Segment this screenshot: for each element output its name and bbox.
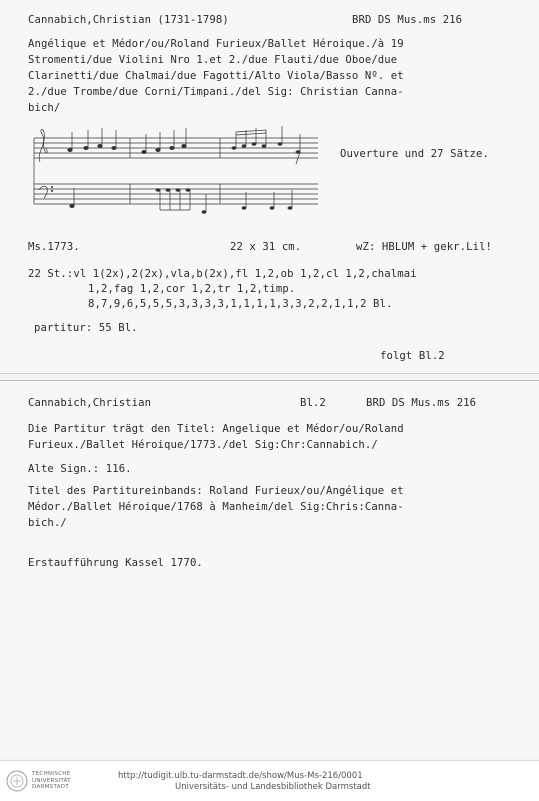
card1-shelfmark: BRD DS Mus.ms 216 xyxy=(352,14,463,26)
card2-shelfmark: BRD DS Mus.ms 216 xyxy=(366,397,477,409)
card2-header-left: Cannabich,Christian xyxy=(28,397,152,409)
logo-text-line: UNIVERSITÄT xyxy=(32,777,71,784)
card1-desc-line: 2./due Trombe/due Corni/Timpani./del Sig: Christian Canna- xyxy=(28,86,404,98)
parts-line: 1,2,fag 1,2,cor 1,2,tr 1,2,timp. xyxy=(88,283,296,295)
continued-note: folgt Bl.2 xyxy=(380,350,445,362)
institution-name: Universitäts- und Landesbibliothek Darmstadt xyxy=(175,782,371,792)
binding-title-line: bich./ xyxy=(28,517,67,529)
university-seal-icon xyxy=(6,770,28,792)
score-leaves: partitur: 55 Bl. xyxy=(34,322,138,334)
manuscript-date: Ms.1773. xyxy=(28,241,80,253)
card2-sheet-number: Bl.2 xyxy=(300,397,326,409)
manuscript-size: 22 x 31 cm. xyxy=(230,241,302,253)
tu-darmstadt-logo xyxy=(6,765,98,797)
viewer-footer xyxy=(0,760,539,801)
card1-desc-line: Angélique et Médor/ou/Roland Furieux/Ballet Héroique./à 19 xyxy=(28,38,404,50)
title-note-line: Die Partitur trägt den Titel: Angelique et Médor/ou/Roland xyxy=(28,423,404,435)
permalink-url[interactable]: http://tudigit.ulb.tu-darmstadt.de/show/Mus-Ms-216/0001 xyxy=(118,771,363,781)
catalog-card-2 xyxy=(0,380,539,758)
title-note-line: Furieux./Ballet Héroique/1773./del Sig:Chr:Cannabich./ xyxy=(28,439,378,451)
parts-line: 8,7,9,6,5,5,5,3,3,3,3,1,1,1,1,3,3,2,2,1,1,2 Bl. xyxy=(88,298,393,310)
watermark-note: wZ: HBLUM + gekr.Lil! xyxy=(356,241,493,253)
old-signature: Alte Sign.: 116. xyxy=(28,463,132,475)
card1-desc-line: bich/ xyxy=(28,102,61,114)
catalog-card-1 xyxy=(0,0,539,374)
binding-title-line: Titel des Partitureinbands: Roland Furieux/ou/Angélique et xyxy=(28,485,404,497)
music-incipit xyxy=(30,118,320,218)
card1-desc-line: Clarinetti/due Chalmai/due Fagotti/Alto Viola/Basso Nº. et xyxy=(28,70,404,82)
card1-desc-line: Stromenti/due Violini Nro 1.et 2./due Flauti/due Oboe/due xyxy=(28,54,398,66)
binding-title-line: Médor./Ballet Héroique/1768 à Manheim/del Sig:Chris:Canna- xyxy=(28,501,404,513)
parts-line: 22 St.:vl 1(2x),2(2x),vla,b(2x),fl 1,2,ob 1,2,cl 1,2,chalmai xyxy=(28,268,417,280)
logo-text-line: DARMSTADT xyxy=(32,784,69,791)
premiere-note: Erstaufführung Kassel 1770. xyxy=(28,557,203,569)
card1-header-left: Cannabich,Christian (1731-1798) xyxy=(28,14,229,26)
logo-text-line: TECHNISCHE xyxy=(32,771,71,778)
incipit-label: Ouverture und 27 Sätze. xyxy=(340,148,489,160)
